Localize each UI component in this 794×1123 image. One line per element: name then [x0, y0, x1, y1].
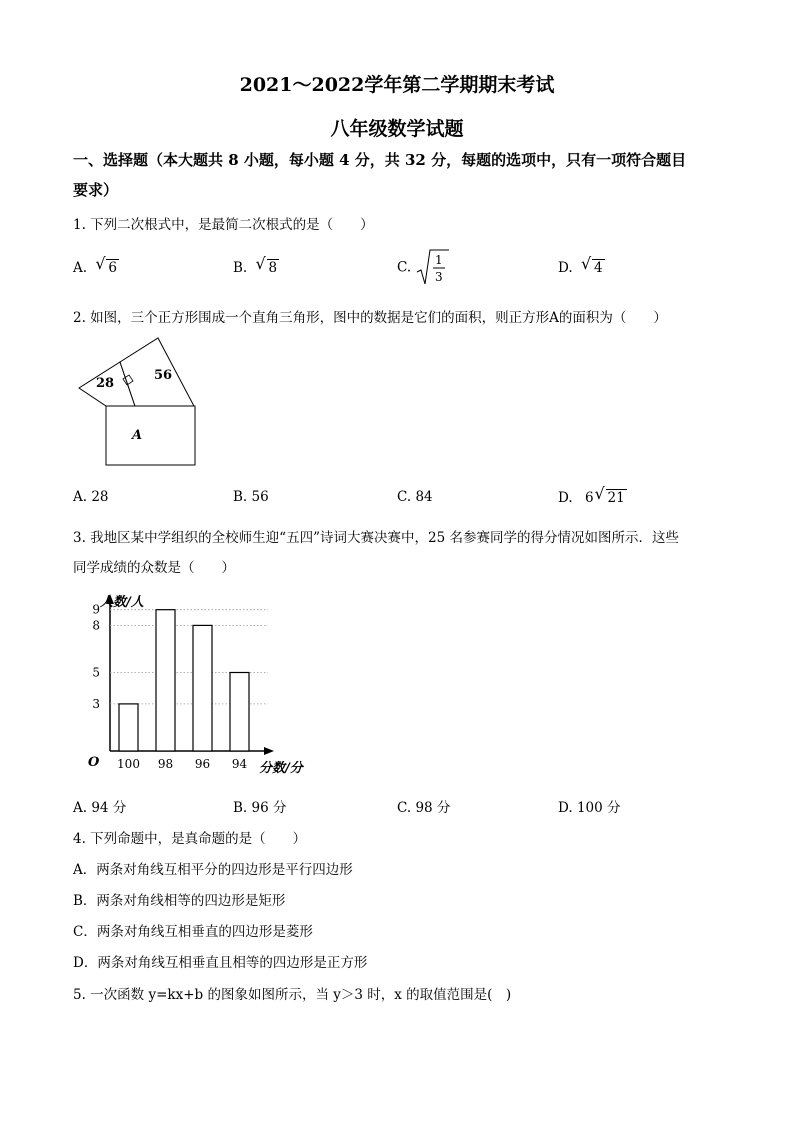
- q1-option-c: [397, 248, 449, 288]
- sqrt-fraction-icon: [415, 248, 449, 288]
- q1-option-c-den: 3: [435, 270, 444, 284]
- q1-option-b-letter: B.: [233, 260, 248, 276]
- q2-option-d: [558, 484, 627, 506]
- section-heading-line2: 要求）: [73, 181, 119, 199]
- bar-98: [156, 610, 175, 751]
- x-tick-label-96: 96: [194, 757, 211, 771]
- q5-stem: 5. 一次函数 y=kx+b 的图象如图所示，当 y＞3 时，x 的取值范围是( ): [73, 987, 512, 1003]
- q2-option-c-letter: C.: [397, 489, 412, 505]
- q2-option-b-letter: B.: [233, 489, 248, 505]
- y-tick-label-3: 3: [92, 696, 100, 711]
- x-tick-label-100: 100: [117, 757, 140, 771]
- q4-option-b: B．两条对角线相等的四边形是矩形: [73, 893, 286, 909]
- exam-subtitle: 八年级数学试题: [330, 118, 464, 140]
- q3-option-d-text: 100 分: [576, 800, 621, 816]
- q3-option-b-text: 96 分: [251, 800, 287, 816]
- q1-stem: 1. 下列二次根式中，是最简二次根式的是（ ）: [73, 217, 374, 233]
- square-bottom-label: A: [132, 428, 143, 443]
- q3-option-b-letter: B.: [233, 800, 248, 816]
- square-right-label: 56: [154, 368, 173, 383]
- square-bottom: [106, 406, 195, 465]
- y-axis-title: 人数/人: [100, 595, 144, 610]
- square-left-label: 28: [96, 376, 115, 391]
- q1-option-b: [233, 254, 279, 276]
- q1-option-d: [558, 254, 605, 276]
- q4-option-a: A．两条对角线互相平分的四边形是平行四边形: [73, 862, 353, 878]
- sqrt-sign-icon: √ 6: [95, 254, 117, 276]
- bar-94: [230, 673, 249, 752]
- bar-100: [119, 704, 138, 751]
- q3-option-c-letter: C.: [397, 800, 412, 816]
- sqrt-sign-icon: √ 8: [255, 254, 278, 276]
- x-axis-title: 分数/分: [259, 761, 303, 776]
- q2-option-c-text: 84: [415, 489, 433, 505]
- section-heading-line1: 一、选择题（本大题共 8 小题，每小题 4 分，共 32 分，每题的选项中，只有一项符合题目: [73, 151, 687, 169]
- q3-option-a-letter: A.: [73, 800, 88, 816]
- q3-option-d: [558, 796, 621, 816]
- q3-stem-line2: 同学成绩的众数是（ ）: [73, 560, 235, 576]
- q1-option-c-letter: C.: [397, 259, 412, 276]
- q3-option-d-letter: D.: [558, 800, 573, 816]
- sqrt-sign-icon: √ 21: [594, 484, 625, 506]
- q3-option-a-text: 94 分: [91, 800, 127, 816]
- y-tick-label-9: 9: [92, 602, 100, 617]
- bar-96: [193, 625, 212, 751]
- q4-option-c: C．两条对角线互相垂直的四边形是菱形: [73, 924, 313, 940]
- q1-option-c-num: 1: [435, 253, 444, 267]
- q1-option-d-letter: D.: [558, 260, 573, 276]
- q2-option-a: [73, 489, 109, 505]
- section-heading: [73, 145, 733, 205]
- q4-option-d: D．两条对角线互相垂直且相等的四边形是正方形: [73, 955, 368, 971]
- q2-option-d-radicand: 21: [607, 490, 625, 506]
- q3-stem-line1: 3. 我地区某中学组织的全校师生迎“五四”诗词大赛决赛中，25 名参赛同学的得分情况如图所示．这些: [73, 530, 679, 546]
- x-tick-label-98: 98: [157, 757, 174, 771]
- score-bar-chart: [78, 588, 338, 778]
- q2-stem: 2. 如图，三个正方形围成一个直角三角形，图中的数据是它们的面积，则正方形A的面积为（ ）: [73, 310, 667, 326]
- y-tick-label-5: 5: [92, 665, 100, 680]
- q2-option-a-text: 28: [91, 489, 109, 505]
- q1-option-a-letter: A.: [73, 260, 88, 276]
- exam-title: 2021～2022学年第二学期期末考试: [239, 74, 555, 96]
- q2-option-b-text: 56: [251, 489, 269, 505]
- x-tick-label-94: 94: [231, 757, 248, 771]
- x-axis-arrow-icon: [264, 747, 274, 755]
- q2-squares-figure: [74, 335, 214, 471]
- q3-option-c: [397, 796, 450, 816]
- y-tick-label-8: 8: [92, 618, 100, 633]
- q2-option-d-letter: D.: [558, 490, 573, 506]
- origin-label: O: [88, 755, 100, 770]
- q3-option-b: [233, 796, 287, 816]
- q3-option-c-text: 98 分: [415, 800, 451, 816]
- q3-option-a: [73, 796, 126, 816]
- q1-option-b-radicand: 8: [268, 260, 278, 276]
- q4-stem: 4. 下列命题中，是真命题的是（ ）: [73, 831, 307, 847]
- q2-option-a-letter: A.: [73, 489, 88, 505]
- q2-option-b: [233, 489, 269, 505]
- q1-option-a-radicand: 6: [108, 260, 117, 276]
- sqrt-sign-icon: √ 4: [580, 254, 603, 276]
- q1-option-a: [73, 254, 119, 276]
- q1-option-d-radicand: 4: [593, 260, 603, 276]
- q2-option-d-coef: 6: [584, 490, 594, 506]
- q2-option-c: [397, 489, 433, 505]
